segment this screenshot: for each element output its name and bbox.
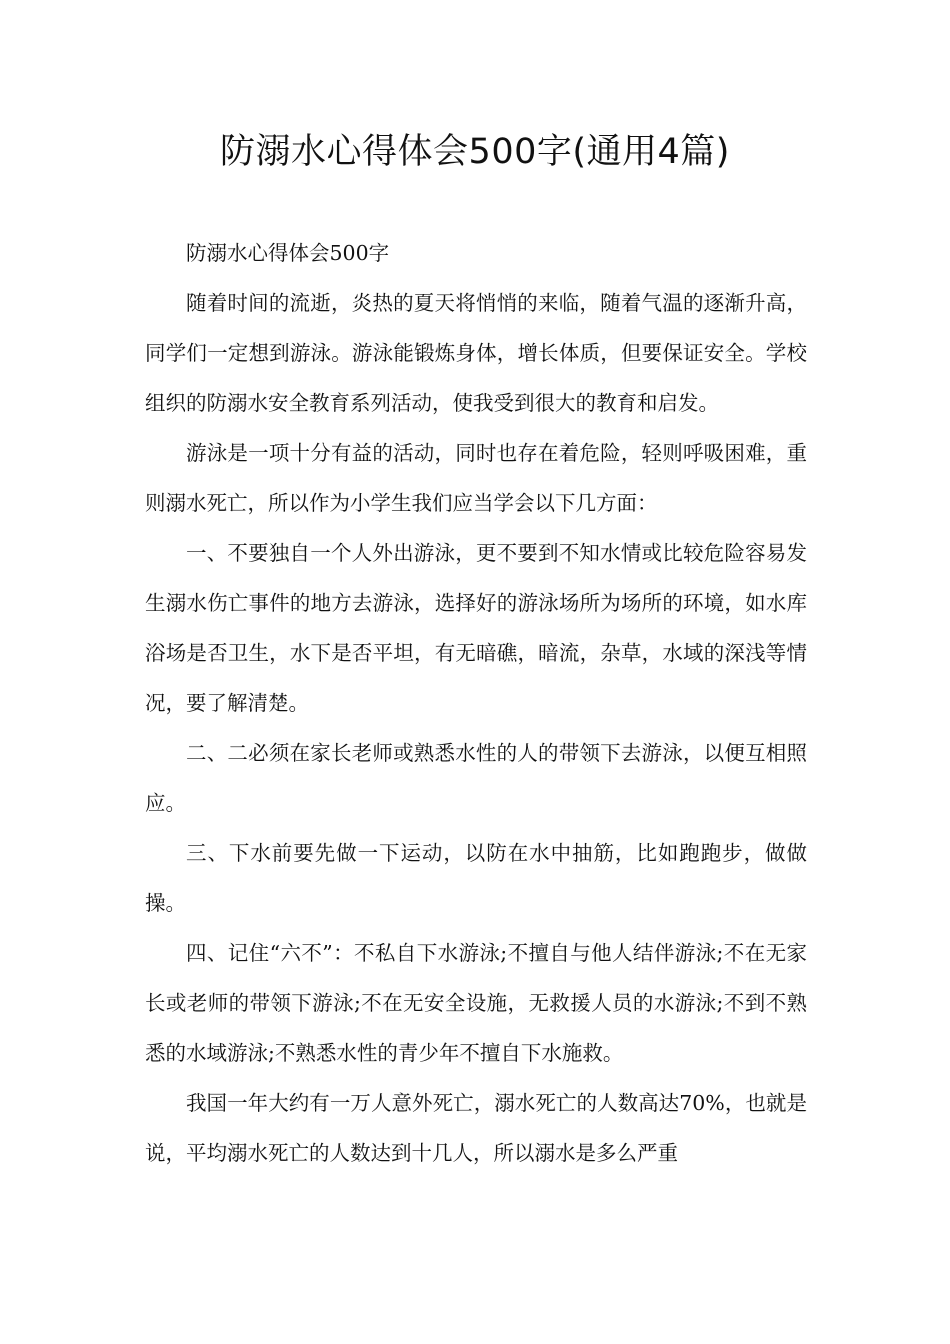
paragraph: 一、不要独自一个人外出游泳，更不要到不知水情或比较危险容易发生溺水伤亡事件的地方去游泳，选择好的游泳场所为场所的环境，如水库浴场是否卫生，水下是否平坦，有无暗礁，暗流，杂草，水域的深浅等情况，要了解清楚。 xyxy=(145,541,807,715)
document-title: 防溺水心得体会500字(通用4篇) xyxy=(220,132,730,172)
document-body xyxy=(145,228,807,1178)
paragraph: 我国一年大约有一万人意外死亡，溺水死亡的人数高达70%，也就是说，平均溺水死亡的人数达到十几人，所以溺水是多么严重 xyxy=(145,1091,807,1165)
paragraph: 随着时间的流逝，炎热的夏天将悄悄的来临，随着气温的逐渐升高，同学们一定想到游泳。游泳能锻炼身体，增长体质，但要保证安全。学校组织的防溺水安全教育系列活动，使我受到很大的教育和启发。 xyxy=(145,291,807,415)
paragraph: 四、记住“六不”：不私自下水游泳;不擅自与他人结伴游泳;不在无家长或老师的带领下游泳;不在无安全设施，无救援人员的水游泳;不到不熟悉的水域游泳;不熟悉水性的青少年不擅自下水施救。 xyxy=(145,941,807,1065)
paragraph-subtitle: 防溺水心得体会500字 xyxy=(186,241,390,265)
paragraph: 游泳是一项十分有益的活动，同时也存在着危险，轻则呼吸困难，重则溺水死亡，所以作为小学生我们应当学会以下几方面： xyxy=(145,441,807,515)
paragraph: 二、二必须在家长老师或熟悉水性的人的带领下去游泳，以便互相照应。 xyxy=(145,741,807,815)
paragraph: 三、下水前要先做一下运动，以防在水中抽筋，比如跑跑步，做做操。 xyxy=(145,841,807,915)
